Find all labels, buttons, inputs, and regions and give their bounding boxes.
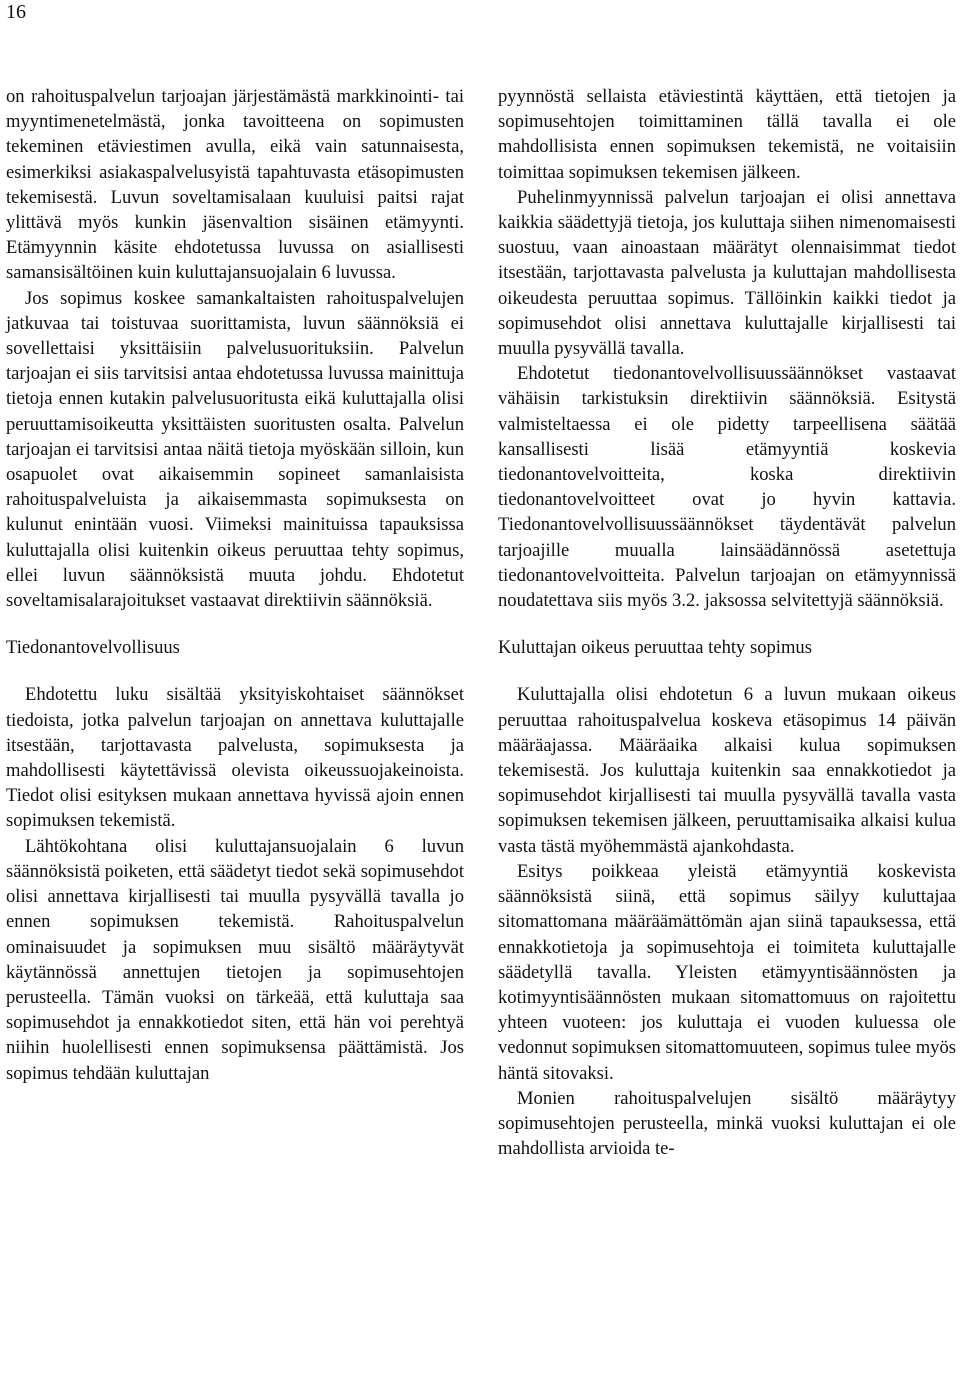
right-paragraph-4: Kuluttajalla olisi ehdotetun 6 a luvun mukaan oikeus peruuttaa rahoituspalvelua koskeva etäsopimus 14 päivän määräajassa. Määräaika alkaisi kulua sopimuksen tekemisestä. Jos kuluttaja kuitenkin saa ennakkotiedot ja sopimusehdot kirjallisesti tai muulla pysyvällä tavalla vasta sopimuksen tekemisen jälkeen, peruuttamisaika alkaisi kulua vasta tästä myöhemmästä ajankohdasta. bbox=[498, 684, 956, 857]
section-heading-tiedonantovelvollisuus: Tiedonantovelvollisuus bbox=[6, 637, 180, 659]
left-paragraph-4: Lähtökohtana olisi kuluttajansuojalain 6 luvun säännöksistä poiketen, että säädetyt tiedot sekä sopimusehdot olisi annettava kirjallisesti tai muulla pysyvällä tavalla jo ennen sopimuksen tekemistä. Rahoituspalvelun ominaisuudet ja sopimuksen muu sisältö määräytyvät käytännössä annettujen tietojen ja sopimusehtojen perusteella. Tämän vuoksi on tärkeää, että kuluttaja saa sopimusehdot ja ennakkotiedot siten, että hän voi perehtyä niihin huolellisesti ennen sopimuksensa päättämistä. Jos sopimus tehdään kuluttajan bbox=[6, 835, 464, 1084]
right-paragraph-1: pyynnöstä sellaista etäviestintä käyttäen, että tietojen ja sopimusehtojen toimittaminen tällä tavalla ei ole mahdollisista ennen sopimuksen tekemistä, ne voitaisiin toimittaa sopimuksen tekemisen jälkeen. bbox=[498, 86, 956, 183]
left-paragraph-1: on rahoituspalvelun tarjoajan järjestämästä markkinointi- tai myyntimenetelmästä, jonka tavoitteena on sopimusten tekeminen etäviestimen avulla, eikä vain satunnaisesta, esimerkiksi asiakaspalvelusyistä tapahtuvasta etäsopimusten tekemisestä. Luvun soveltamisalaan kuuluisi paitsi rajat ylittävä myös kunkin jäsenvaltion sisäinen etämyynti. Etämyynnin käsite ehdotetussa luvussa on asiallisesti samansisältöinen kuin kuluttajansuojalain 6 luvussa. bbox=[6, 86, 464, 284]
right-paragraph-6: Monien rahoituspalvelujen sisältö määräytyy sopimusehtojen perusteella, minkä vuoksi kuluttajan ei ole mahdollista arvioida te- bbox=[498, 1087, 956, 1160]
right-paragraph-3: Ehdotetut tiedonantovelvollisuussäännökset vastaavat vähäisin tarkistuksin direktiivin säännöksiä. Esitystä valmisteltaessa ei ole pidetty tarpeellisena säätää kansallisesti lisää etämyyntiä koskevia tiedonantovelvoitteita, koska direktiivin tiedonantovelvoitteet ovat jo hyvin kattavia. Tiedonantovelvollisuussäännökset täydentävät palvelun tarjoajille muualla lainsäädännössä asetettuja tiedonantovelvoitteita. Palvelun tarjoajan on etämyynnissä noudatettava siis myös 3.2. jaksossa selvitettyjä säännöksiä. bbox=[498, 363, 956, 612]
left-paragraph-3: Ehdotettu luku sisältää yksityiskohtaiset säännökset tiedoista, jotka palvelun tarjoajan on annettava kuluttajalle itsestään, tarjottavasta palvelusta, sopimuksesta ja mahdollisesti käytettävissä olevista oikeussuojakeinoista. Tiedot olisi esityksen mukaan annettava hyvissä ajoin ennen sopimuksen tekemistä. bbox=[6, 684, 464, 832]
right-paragraph-2: Puhelinmyynnissä palvelun tarjoajan ei olisi annettava kaikkia säädettyjä tietoja, jos kuluttaja siihen nimenomaisesti suostuu, vaan ainoastaan määrätyt olennaisimmat tiedot itsestään, tarjottavasta palvelusta ja kuluttajan mahdollisesta oikeudesta peruuttaa sopimus. Tällöinkin kaikki tiedot ja sopimusehdot olisi annettava kuluttajalle kirjallisesti tai muulla pysyvällä tavalla. bbox=[498, 186, 956, 360]
page-number: 16 bbox=[6, 1, 26, 23]
section-heading-peruuttamisoikeus: Kuluttajan oikeus peruuttaa tehty sopimus bbox=[498, 637, 812, 659]
left-paragraph-2: Jos sopimus koskee samankaltaisten rahoituspalvelujen jatkuvaa tai toistuvaa suorittamista, luvun säännöksiä ei sovellettaisi yksittäisiin palvelusuorituksiin. Palvelun tarjoajan ei siis tarvitsisi antaa ehdotetussa luvussa mainittuja tietoja ennen kutakin palvelusuoritusta eikä kuluttajalla olisi peruuttamisoikeutta yksittäisten suoritusten osalta. Palvelun tarjoajan ei tarvitsisi antaa näitä tietoja myöskään silloin, kun osapuolet ovat aikaisemmin sopineet samanlaisista rahoituspalveluista ja aikaisemmasta sopimuksesta on kulunut enintään vuosi. Viimeksi mainituissa tapauksissa kuluttajalla olisi kuitenkin oikeus peruuttaa tehty sopimus, ellei luvun säännöksistä muuta johdu. Ehdotetut soveltamisalarajoitukset vastaavat direktiivin säännöksiä. bbox=[6, 287, 464, 612]
left-column bbox=[6, 84, 464, 1086]
right-column bbox=[498, 84, 956, 1161]
right-paragraph-5: Esitys poikkeaa yleistä etämyyntiä koskevista säännöksistä siinä, että sopimus säilyy kuluttajaa sitomattomana määräämättömän ajan siinä tapauksessa, että ennakkotietoja ja sopimusehtoja ei toimiteta kuluttajalle säädetyllä tavalla. Yleisten etämyyntisäännösten ja kotimyyntisäännösten mukaan sitomattomuus on rajoitettu yhteen vuoteen: jos kuluttaja ei vuoden kuluessa ole vedonnut sopimuksen sitomattomuuteen, sopimus tulee myös häntä sitovaksi. bbox=[498, 860, 956, 1084]
